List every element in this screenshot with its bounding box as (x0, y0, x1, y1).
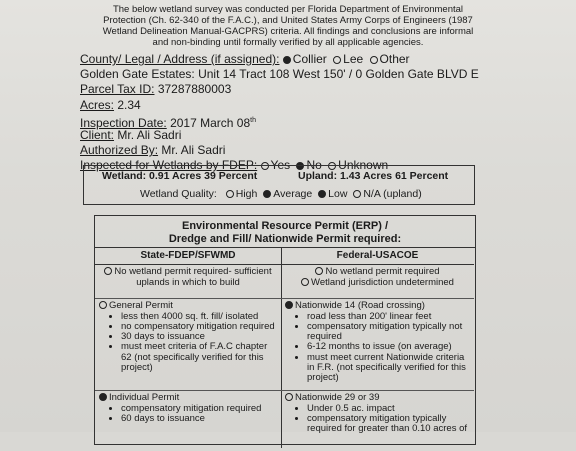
radio-icon (226, 190, 234, 198)
state-no-permit[interactable]: No wetland permit required- sufficient uplands in which to build (95, 265, 281, 299)
intro-paragraph (100, 4, 476, 48)
list-item: • must meet criteria of F.A.C chapter 62 (not specifically verified for this project) (121, 342, 277, 373)
list-item: • must meet current Nationwide criteria in F.R. (not specifically verified for this project) (307, 353, 470, 384)
list-item: • no compensatory mitigation required (121, 322, 277, 332)
radio-icon (318, 190, 326, 198)
radio-icon (99, 301, 107, 309)
inspected-option-unknown[interactable]: Unknown (328, 158, 388, 173)
radio-icon (285, 393, 293, 401)
radio-icon (263, 190, 271, 198)
quality-option-average[interactable]: Average (263, 188, 312, 200)
county-option-lee[interactable]: Lee (333, 52, 363, 67)
state-individual-permit[interactable]: Individual Permit • compensatory mitigation required • 60 days to issuance (95, 391, 281, 451)
list-item: • compensatory mitigation required (121, 404, 277, 414)
state-column (95, 248, 282, 448)
county-option-collier[interactable]: Collier (283, 52, 327, 67)
authorized-label: Authorized By: (80, 143, 159, 158)
radio-icon (301, 278, 309, 286)
county-row (80, 52, 479, 67)
intro-line: The below wetland survey was conducted per Florida Department of Environmental (112, 4, 464, 15)
list-item: • 30 days to issuance (121, 332, 277, 342)
inspected-option-no[interactable]: No (296, 158, 321, 173)
county-label: County/ Legal / Address (if assigned): (80, 52, 280, 66)
list-item: • compensatory mitigation typically not required (307, 322, 470, 343)
federal-column-header: Federal-USACOE (281, 248, 474, 265)
list-item: • less then 4000 sq. ft. fill/ isolated (121, 312, 277, 322)
parcel-value: 37287880003 (157, 82, 232, 97)
list-item: • Under 0.5 ac. impact (307, 404, 470, 414)
wetland-summary-box (83, 165, 475, 205)
client-label: Client: (80, 127, 115, 142)
radio-icon (99, 393, 107, 401)
inspection-date-suffix: th (250, 116, 256, 124)
erp-title-line1: Environmental Resource Permit (ERP) / (182, 220, 388, 232)
inspection-date-value: 2017 March 08 (170, 115, 251, 130)
radio-icon (285, 301, 293, 309)
radio-icon (283, 56, 291, 64)
federal-column (281, 248, 474, 448)
acres-label: Acres: (80, 97, 115, 112)
legal-address: Golden Gate Estates: Unit 14 Tract 108 West 150' / 0 Golden Gate BLVD E (80, 67, 479, 82)
acres-row (80, 98, 479, 113)
list-item: • 60 days to issuance (121, 414, 277, 424)
parcel-label: Parcel Tax ID: (80, 82, 155, 97)
inspected-label: Inspected for Wetlands by FDEP: (80, 158, 258, 173)
state-column-header: State-FDEP/SFWMD (95, 248, 281, 265)
federal-nationwide-29-39[interactable]: Nationwide 29 or 39 • Under 0.5 ac. impact • compensatory mitigation typically required for greater than 0.10 acres of (281, 391, 474, 451)
list-item: • 6-12 months to issue (on average) (307, 342, 470, 352)
quality-option-low[interactable]: Low (318, 188, 347, 200)
erp-header (95, 216, 475, 248)
county-option-other[interactable]: Other (370, 52, 410, 67)
quality-option-na[interactable]: N/A (upland) (353, 188, 421, 200)
acres-value: 2.34 (117, 97, 141, 112)
inspection-date-row (80, 113, 479, 128)
wetland-quality-label: Wetland Quality: (140, 188, 217, 200)
property-info (80, 52, 479, 174)
quality-option-high[interactable]: High (226, 188, 258, 200)
erp-title-line2: Dredge and Fill/ Nationwide Permit required: (168, 233, 402, 245)
inspected-option-yes[interactable]: Yes (261, 158, 291, 173)
upland-acreage: Upland: 1.43 Acres 61 Percent (298, 170, 449, 182)
inspection-date-label: Inspection Date: (80, 115, 167, 130)
radio-icon (315, 267, 323, 275)
list-item: • compensatory mitigation typically required for greater than 0.10 acres of (307, 414, 470, 435)
erp-table (94, 215, 476, 445)
client-value: Mr. Ali Sadri (117, 127, 182, 142)
parcel-row (80, 82, 479, 97)
intro-line: Wetland Delineation Manual-GACPRS) criteria. All findings and conclusions are informal (102, 26, 474, 37)
radio-icon (370, 56, 378, 64)
federal-nationwide-14[interactable]: Nationwide 14 (Road crossing) • road less than 200' linear feet • compensatory mitigation typically not required • 6-12 months to issue (on average) • must meet current Nationwide criteria in F.R. (not specifically verified for this project) (281, 299, 474, 391)
intro-line: Protection (Ch. 62-340 of the F.A.C.), and United States Army Corps of Engineers (1987 (103, 15, 473, 26)
federal-no-permit (281, 265, 474, 299)
wetland-acreage: Wetland: 0.91 Acres 39 Percent (102, 170, 258, 182)
authorized-value: Mr. Ali Sadri (161, 143, 226, 158)
federal-no-permit-option[interactable]: No wetland permit required (285, 267, 470, 278)
list-item: • road less than 200' linear feet (307, 312, 470, 322)
state-general-permit[interactable]: General Permit • less then 4000 sq. ft. fill/ isolated • no compensatory mitigation required • 30 days to issuance • must meet criteria of F.A.C chapter 62 (not specifically verified for this project) (95, 299, 281, 391)
client-row (80, 128, 479, 143)
radio-icon (333, 56, 341, 64)
intro-line: and non-binding until formally verified by all applicable agencies. (152, 37, 424, 48)
radio-icon (353, 190, 361, 198)
federal-undetermined-option[interactable]: Wetland jurisdiction undetermined (285, 278, 470, 289)
authorized-row (80, 143, 479, 158)
radio-icon (104, 267, 112, 275)
